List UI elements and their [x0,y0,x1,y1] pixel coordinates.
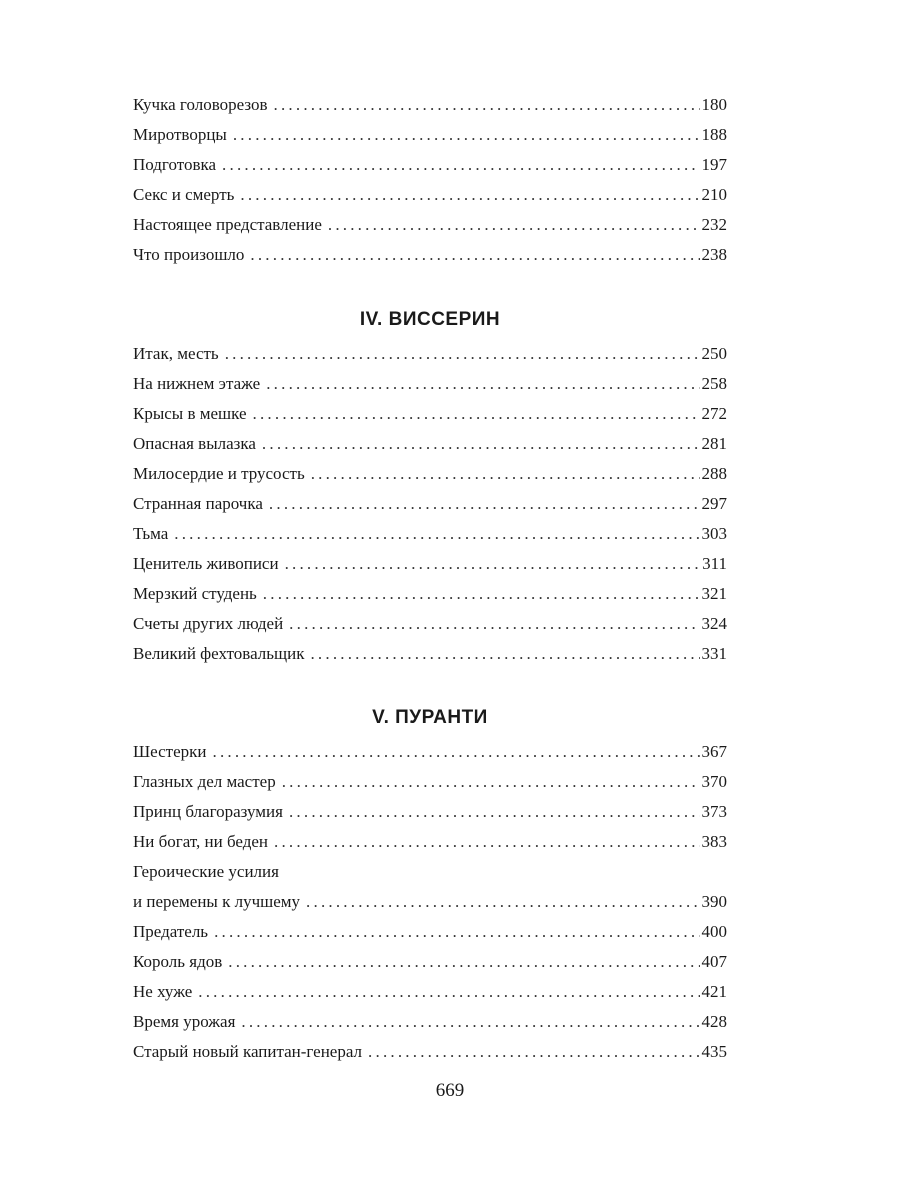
toc-leader-dots [311,459,700,489]
toc-entry-title: Не хуже [133,982,193,1001]
toc-leader-dots [240,180,699,210]
toc-leader-dots [289,797,700,827]
toc-entry-page: 197 [701,155,727,174]
toc-entry-title: Миротворцы [133,125,227,144]
toc-leader-dots [198,977,699,1007]
toc-leader-dots [228,947,699,977]
toc-entry-page: 331 [701,644,727,663]
toc-entry-page: 400 [701,922,727,941]
toc-leader-dots [266,369,699,399]
toc-leader-dots [269,489,700,519]
toc-entry-page: 367 [701,742,727,761]
toc-entry[interactable] [133,797,727,827]
toc-entry[interactable] [133,489,727,519]
toc-entry-title: Король ядов [133,952,223,971]
toc-leader-dots [289,609,699,639]
toc-entry-second-line [133,887,727,917]
toc-entry-page: 238 [701,245,727,264]
toc-leader-dots [285,549,701,579]
toc-entry-page: 258 [701,374,727,393]
toc-entry-title: и перемены к лучшему [133,892,301,911]
toc-entry-two-line[interactable] [133,857,727,917]
toc-entry[interactable] [133,977,727,1007]
toc-entry[interactable] [133,429,727,459]
toc-entry-title: Ценитель живописи [133,554,279,573]
toc-entry[interactable] [133,1007,727,1037]
toc-entry-title: Опасная вылазка [133,434,256,453]
toc-leader-dots [253,399,700,429]
toc-leader-dots [282,767,700,797]
toc-entry-title: Ни богат, ни беден [133,832,268,851]
toc-leader-dots [274,827,700,857]
toc-entry[interactable] [133,827,727,857]
toc-part-iv-list [133,339,727,669]
toc-entry[interactable] [133,549,727,579]
toc-entry-title: На нижнем этаже [133,374,261,393]
toc-leader-dots [250,240,699,270]
toc-leader-dots [368,1037,699,1067]
toc-entry-title: Милосердие и трусость [133,464,305,483]
toc-entry-page: 250 [701,344,727,363]
toc-entry-title: Крысы в мешке [133,404,247,423]
part-heading-v: V. ПУРАНТИ [372,707,488,728]
toc-entry-page: 373 [701,802,727,821]
toc-continued-list [133,90,727,270]
toc-entry-page: 321 [701,584,727,603]
toc-entry[interactable] [133,180,727,210]
toc-entry-page: 232 [701,215,727,234]
toc-leader-dots [306,887,699,917]
toc-entry-page: 407 [701,952,727,971]
toc-entry-page: 421 [701,982,727,1001]
toc-leader-dots [214,917,699,947]
toc-entry-page: 188 [701,125,727,144]
toc-leader-dots [328,210,700,240]
toc-leader-dots [213,737,700,767]
toc-entry[interactable] [133,240,727,270]
toc-entry[interactable] [133,150,727,180]
toc-entry-page: 311 [702,554,727,573]
toc-entry[interactable] [133,917,727,947]
toc-entry-title: Великий фехтовальщик [133,644,305,663]
toc-entry-title: Тьма [133,524,169,543]
toc-entry[interactable] [133,210,727,240]
toc-entry-page: 383 [701,832,727,851]
toc-entry-page: 210 [701,185,727,204]
toc-entry-title: Старый новый капитан-генерал [133,1042,363,1061]
toc-entry-title: Глазных дел мастер [133,772,276,791]
toc-entry-title: Мерзкий студень [133,584,257,603]
toc-entry-page: 288 [701,464,727,483]
toc-entry-title: Шестерки [133,742,207,761]
toc-leader-dots [174,519,699,549]
toc-entry-page: 435 [701,1042,727,1061]
toc-entry[interactable] [133,459,727,489]
toc-entry[interactable] [133,737,727,767]
toc-entry-title: Настоящее представление [133,215,322,234]
toc-leader-dots [262,429,700,459]
toc-entry-page: 281 [701,434,727,453]
toc-leader-dots [222,150,699,180]
part-heading-iv: IV. ВИССЕРИН [359,309,501,330]
toc-entry-page: 180 [701,95,727,114]
page-number: 669 [435,1080,465,1101]
toc-entry-title: Итак, месть [133,344,219,363]
toc-leader-dots [233,120,700,150]
toc-entry-title: Секс и смерть [133,185,235,204]
toc-entry-page: 303 [701,524,727,543]
toc-entry[interactable] [133,519,727,549]
toc-entry-title-line1: Героические усилия [133,862,279,881]
toc-leader-dots [310,639,699,669]
toc-leader-dots [225,339,700,369]
toc-entry-page: 428 [701,1012,727,1031]
toc-entry[interactable] [133,120,727,150]
toc-entry-page: 297 [701,494,727,513]
toc-entry-page: 370 [701,772,727,791]
toc-entry-title: Странная парочка [133,494,263,513]
toc-entry[interactable] [133,639,727,669]
toc-entry-title: Подготовка [133,155,217,174]
toc-entry[interactable] [133,399,727,429]
toc-entry[interactable] [133,339,727,369]
toc-entry[interactable] [133,609,727,639]
toc-entry[interactable] [133,369,727,399]
toc-entry-title: Что произошло [133,245,245,264]
toc-entry-title: Кучка головорезов [133,95,268,114]
toc-leader-dots [274,90,700,120]
toc-entry-page: 324 [701,614,727,633]
toc-leader-dots [241,1007,699,1037]
toc-leader-dots [263,579,700,609]
toc-entry-title: Принц благоразумия [133,802,283,821]
toc-entry-page: 272 [701,404,727,423]
toc-entry[interactable] [133,767,727,797]
toc-entry-title: Счеты других людей [133,614,284,633]
toc-entry-title: Предатель [133,922,209,941]
toc-entry-title: Время урожая [133,1012,236,1031]
toc-part-v-list [133,737,727,1067]
toc-entry-page: 390 [701,892,727,911]
toc-entry[interactable] [133,1037,727,1067]
toc-entry[interactable] [133,579,727,609]
toc-entry[interactable] [133,947,727,977]
toc-entry[interactable] [133,90,727,120]
